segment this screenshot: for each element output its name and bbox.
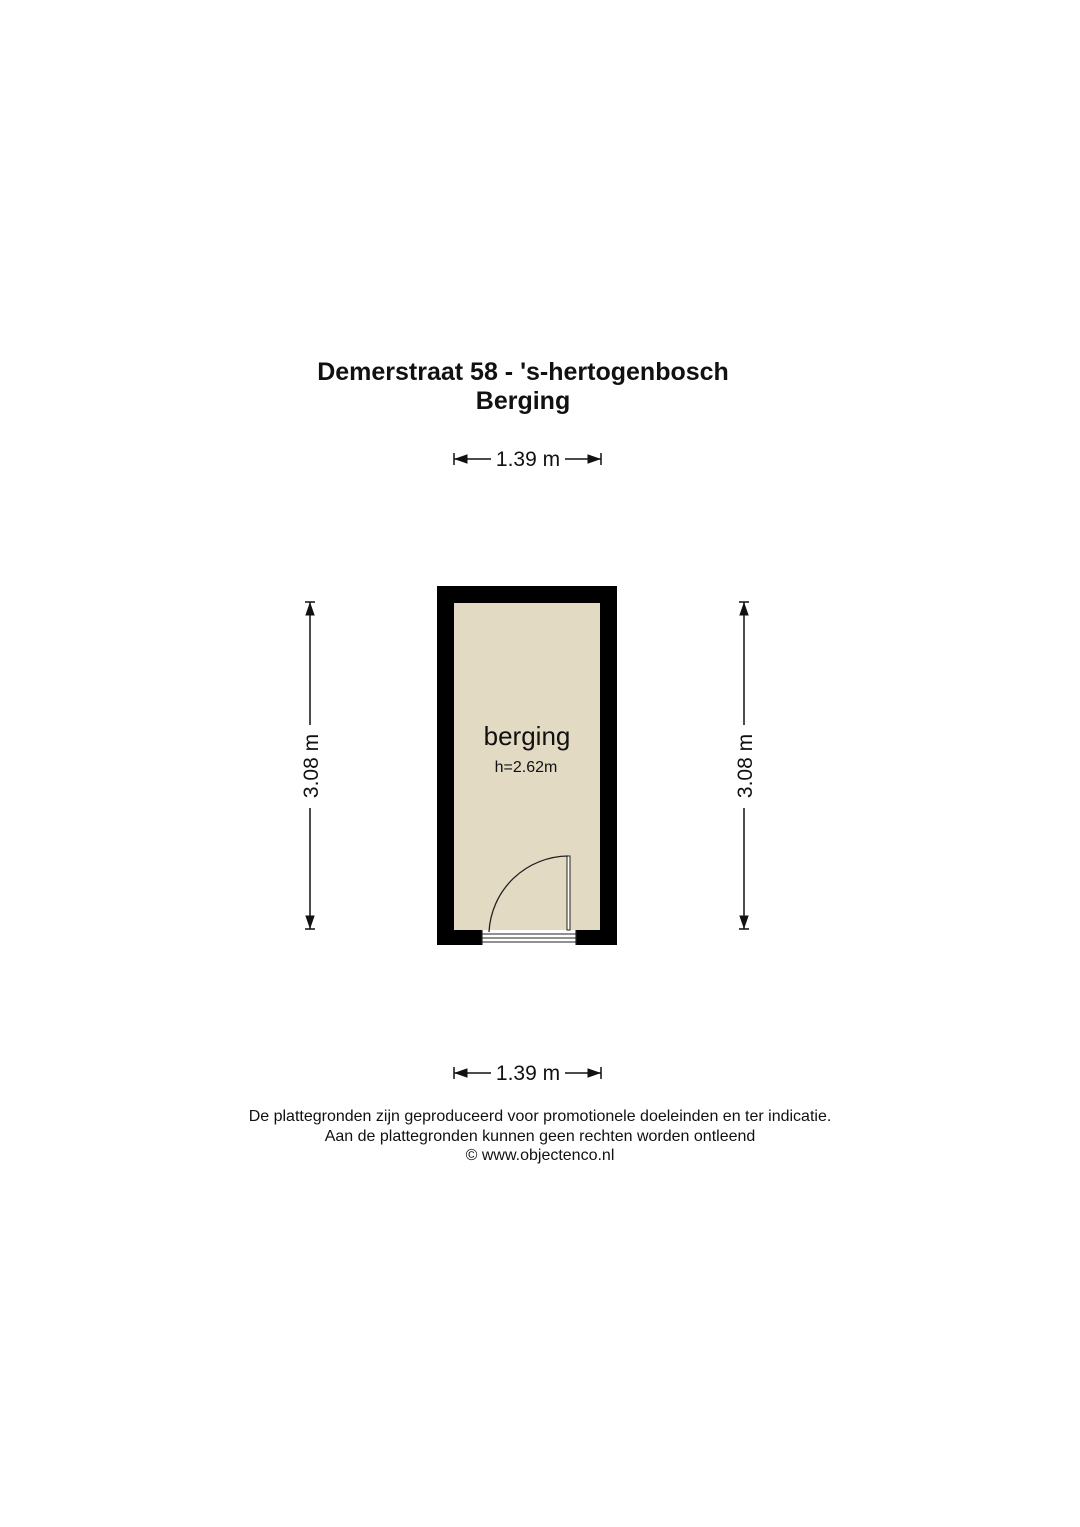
- right-height-label: 3.08 m: [734, 733, 757, 799]
- room-name: berging: [483, 721, 571, 751]
- floor-title: Berging: [475, 387, 571, 415]
- disclaimer-line-2: Aan de plattegronden kunnen geen rechten worden ontleend: [324, 1128, 756, 1145]
- top-width-label: 1.39 m: [495, 448, 561, 471]
- bottom-width-dimension: [454, 1062, 601, 1085]
- right-height-dimension: [734, 602, 757, 929]
- room-height: h=2.62m: [494, 759, 558, 776]
- disclaimer-line-1: De plattegronden zijn geproduceerd voor promotionele doeleinden en ter indicatie.: [248, 1108, 832, 1125]
- top-width-dimension: [454, 448, 601, 471]
- door-leaf: [567, 856, 570, 930]
- left-height-dimension: [300, 602, 323, 929]
- room-berging: [437, 586, 617, 945]
- copyright-line: © www.objectenco.nl: [465, 1147, 615, 1164]
- plan-title: Demerstraat 58 - 's-hertogenbosch: [317, 358, 729, 386]
- left-height-label: 3.08 m: [300, 733, 323, 799]
- bottom-width-label: 1.39 m: [495, 1062, 561, 1085]
